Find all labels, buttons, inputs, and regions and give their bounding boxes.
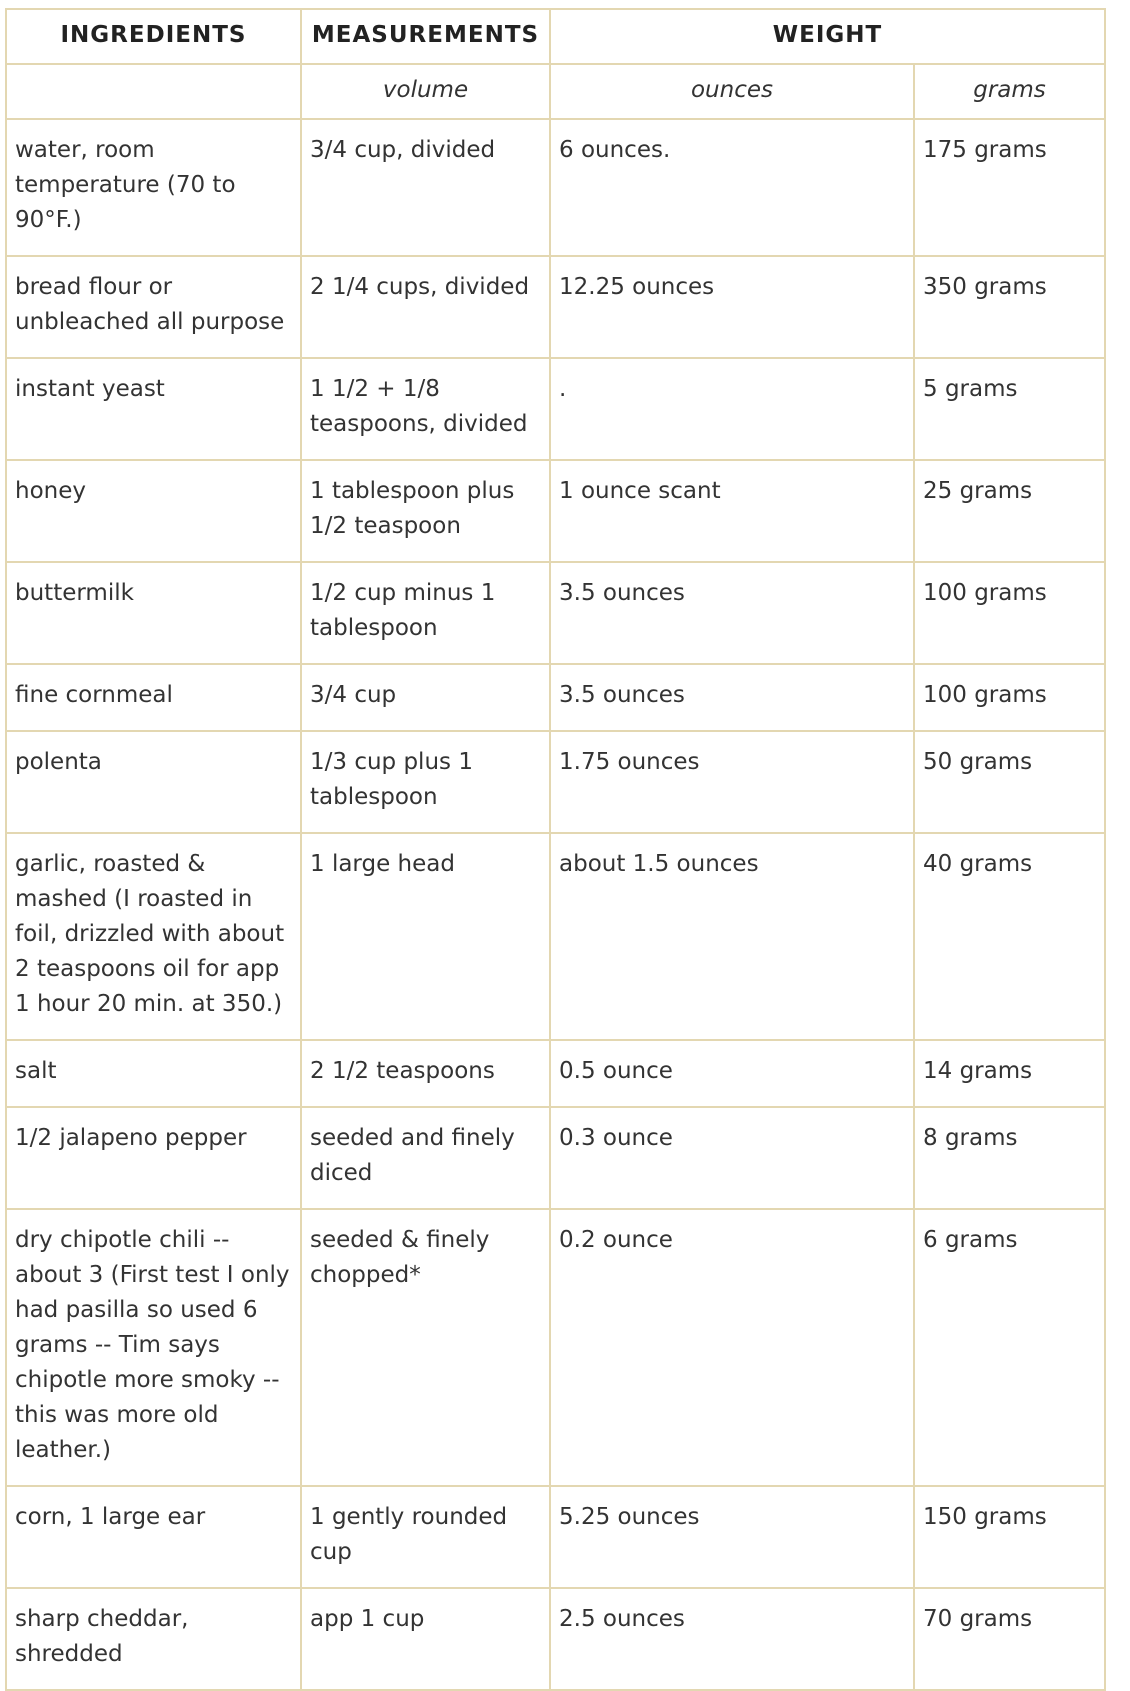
ingredient-cell: honey (6, 460, 301, 562)
ingredient-cell: water, room temperature (70 to 90°F.) (6, 119, 301, 256)
table-row (6, 562, 1105, 664)
grams-cell: 5 grams (914, 358, 1105, 460)
ingredient-cell: dry chipotle chili -- about 3 (First test I only had pasilla so used 6 grams -- Tim says chipotle more smoky -- this was more old leather.) (6, 1209, 301, 1486)
volume-cell: 2 1/4 cups, divided (301, 256, 550, 358)
ounces-cell: 3.5 ounces (550, 664, 914, 731)
table-row (6, 1040, 1105, 1107)
subheader-volume: volume (301, 64, 550, 119)
ounces-cell: about 1.5 ounces (550, 833, 914, 1040)
ounces-cell: 12.25 ounces (550, 256, 914, 358)
ounces-cell: 0.2 ounce (550, 1209, 914, 1486)
table-row (6, 1588, 1105, 1690)
ingredients-table (5, 8, 1106, 1691)
grams-cell: 14 grams (914, 1040, 1105, 1107)
ounces-cell: 1.75 ounces (550, 731, 914, 833)
ounces-cell: 1 ounce scant (550, 460, 914, 562)
grams-cell: 25 grams (914, 460, 1105, 562)
ingredient-cell: buttermilk (6, 562, 301, 664)
volume-cell: app 1 cup (301, 1588, 550, 1690)
ounces-cell: 0.5 ounce (550, 1040, 914, 1107)
volume-cell: 1 tablespoon plus 1/2 teaspoon (301, 460, 550, 562)
volume-cell: seeded and finely diced (301, 1107, 550, 1209)
ingredient-cell: salt (6, 1040, 301, 1107)
ounces-cell: 6 ounces. (550, 119, 914, 256)
ounces-cell: 3.5 ounces (550, 562, 914, 664)
grams-cell: 50 grams (914, 731, 1105, 833)
ingredient-cell: corn, 1 large ear (6, 1486, 301, 1588)
grams-cell: 40 grams (914, 833, 1105, 1040)
header-measurements: MEASUREMENTS (301, 9, 550, 64)
table-row (6, 664, 1105, 731)
ounces-cell: . (550, 358, 914, 460)
table-row (6, 358, 1105, 460)
ingredient-cell: fine cornmeal (6, 664, 301, 731)
volume-cell: 1/3 cup plus 1 tablespoon (301, 731, 550, 833)
grams-cell: 6 grams (914, 1209, 1105, 1486)
ingredient-cell: bread flour or unbleached all purpose (6, 256, 301, 358)
header-ingredients: INGREDIENTS (6, 9, 301, 64)
grams-cell: 70 grams (914, 1588, 1105, 1690)
table-row (6, 731, 1105, 833)
subheader-row (6, 64, 1105, 119)
subheader-blank (6, 64, 301, 119)
volume-cell: seeded & finely chopped* (301, 1209, 550, 1486)
grams-cell: 100 grams (914, 664, 1105, 731)
grams-cell: 175 grams (914, 119, 1105, 256)
header-weight: WEIGHT (550, 9, 1105, 64)
table-row (6, 119, 1105, 256)
grams-cell: 100 grams (914, 562, 1105, 664)
ounces-cell: 0.3 ounce (550, 1107, 914, 1209)
grams-cell: 8 grams (914, 1107, 1105, 1209)
header-row (6, 9, 1105, 64)
ingredient-cell: 1/2 jalapeno pepper (6, 1107, 301, 1209)
grams-cell: 350 grams (914, 256, 1105, 358)
table-row (6, 1486, 1105, 1588)
ingredient-cell: polenta (6, 731, 301, 833)
ingredient-cell: garlic, roasted & mashed (I roasted in foil, drizzled with about 2 teaspoons oil for app 1 hour 20 min. at 350.) (6, 833, 301, 1040)
subheader-grams: grams (914, 64, 1105, 119)
volume-cell: 2 1/2 teaspoons (301, 1040, 550, 1107)
volume-cell: 3/4 cup, divided (301, 119, 550, 256)
ingredient-cell: instant yeast (6, 358, 301, 460)
volume-cell: 1/2 cup minus 1 tablespoon (301, 562, 550, 664)
ounces-cell: 2.5 ounces (550, 1588, 914, 1690)
volume-cell: 3/4 cup (301, 664, 550, 731)
volume-cell: 1 1/2 + 1/8 teaspoons, divided (301, 358, 550, 460)
subheader-ounces: ounces (550, 64, 914, 119)
volume-cell: 1 gently rounded cup (301, 1486, 550, 1588)
ounces-cell: 5.25 ounces (550, 1486, 914, 1588)
volume-cell: 1 large head (301, 833, 550, 1040)
table-row (6, 1209, 1105, 1486)
table-row (6, 1107, 1105, 1209)
ingredient-cell: sharp cheddar, shredded (6, 1588, 301, 1690)
table-row (6, 460, 1105, 562)
grams-cell: 150 grams (914, 1486, 1105, 1588)
table-row (6, 256, 1105, 358)
table-row (6, 833, 1105, 1040)
